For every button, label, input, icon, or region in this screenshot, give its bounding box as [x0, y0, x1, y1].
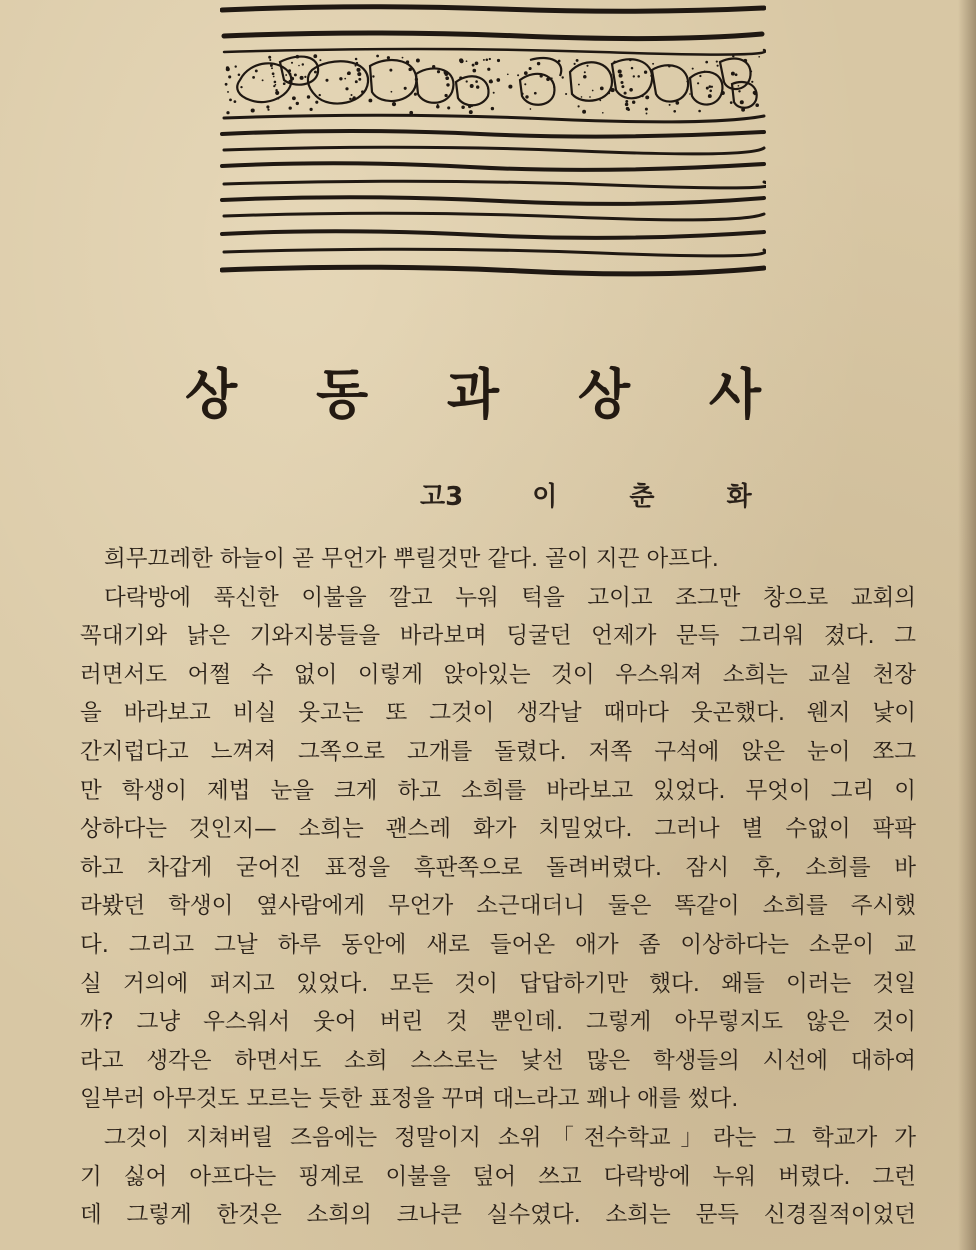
text-line: 만 학생이 제법 눈을 크게 하고 소희를 바라보고 있었다. 무엇이 그리 이 — [80, 777, 916, 804]
text-line: 하고 차갑게 굳어진 표정을 흑판쪽으로 돌려버렸다. 잠시 후, 소희를 바 — [80, 854, 916, 881]
text-line: 실 거의에 퍼지고 있었다. 모든 것이 답답하기만 했다. 왜들 이러는 것일 — [80, 970, 916, 997]
article-body — [80, 540, 916, 1235]
text-line: 상하다는 것인지— 소희는 괜스레 화가 치밀었다. 그러나 별 수없이 팍팍 — [80, 816, 916, 843]
text-line: 러면서도 어쩔 수 없이 이렇게 앉아있는 것이 우스워져 소희는 교실 천장 — [80, 661, 916, 688]
text-line: 희무끄레한 하늘이 곧 무언가 뿌릴것만 같다. 골이 지끈 아프다. — [104, 546, 719, 572]
text-line: 간지럽다고 느껴져 그쪽으로 고개를 돌렸다. 저쪽 구석에 앉은 눈이 쪼그 — [80, 738, 916, 765]
text-line: 다락방에 푹신한 이불을 깔고 누워 턱을 고이고 조그만 창으로 교회의 — [104, 584, 916, 611]
text-line: 라고 생각은 하면서도 소희 스스로는 낯선 많은 학생들의 시선에 대하여 — [80, 1047, 916, 1074]
text-line: 그것이 지쳐버릴 즈음에는 정말이지 소위「전수학교」라는 그 학교가 가 — [104, 1124, 916, 1151]
byline — [420, 476, 824, 513]
text-line: 기 싫어 아프다는 핑계로 이불을 덮어 쓰고 다락방에 누워 버렸다. 그런 — [80, 1163, 916, 1190]
author-name: 이춘화 — [532, 482, 824, 512]
text-line: 을 바라보고 비실 웃고는 또 그것이 생각날 때마다 웃곤했다. 웬지 낯이 — [80, 700, 916, 727]
text-line: 일부러 아무것도 모르는 듯한 표정을 꾸며 대느라고 꽤나 애를 썼다. — [80, 1086, 739, 1113]
author-grade: 고3 — [420, 482, 464, 512]
page-edge-shadow — [958, 0, 976, 1250]
text-line: 까? 그냥 우스워서 웃어 버린 것 뿐인데. 그렇게 아무렇지도 않은 것이 — [80, 1009, 916, 1036]
text-line: 라봤던 학생이 옆사람에게 무언가 소근대더니 둘은 똑같이 소희를 주시했 — [80, 893, 916, 920]
article-title: 상 동 과 상 사 — [184, 363, 792, 426]
text-line: 데 그렇게 한것은 소희의 크나큰 실수였다. 소희는 문득 신경질적이었던 — [80, 1202, 916, 1229]
text-line: 꼭대기와 낡은 기와지붕들을 바라보며 딩굴던 언제가 문득 그리워 졌다. 그 — [80, 623, 916, 650]
header-illustration — [220, 0, 766, 278]
text-line: 다. 그리고 그날 하루 동안에 새로 들어온 애가 좀 이상하다는 소문이 교 — [80, 931, 916, 958]
